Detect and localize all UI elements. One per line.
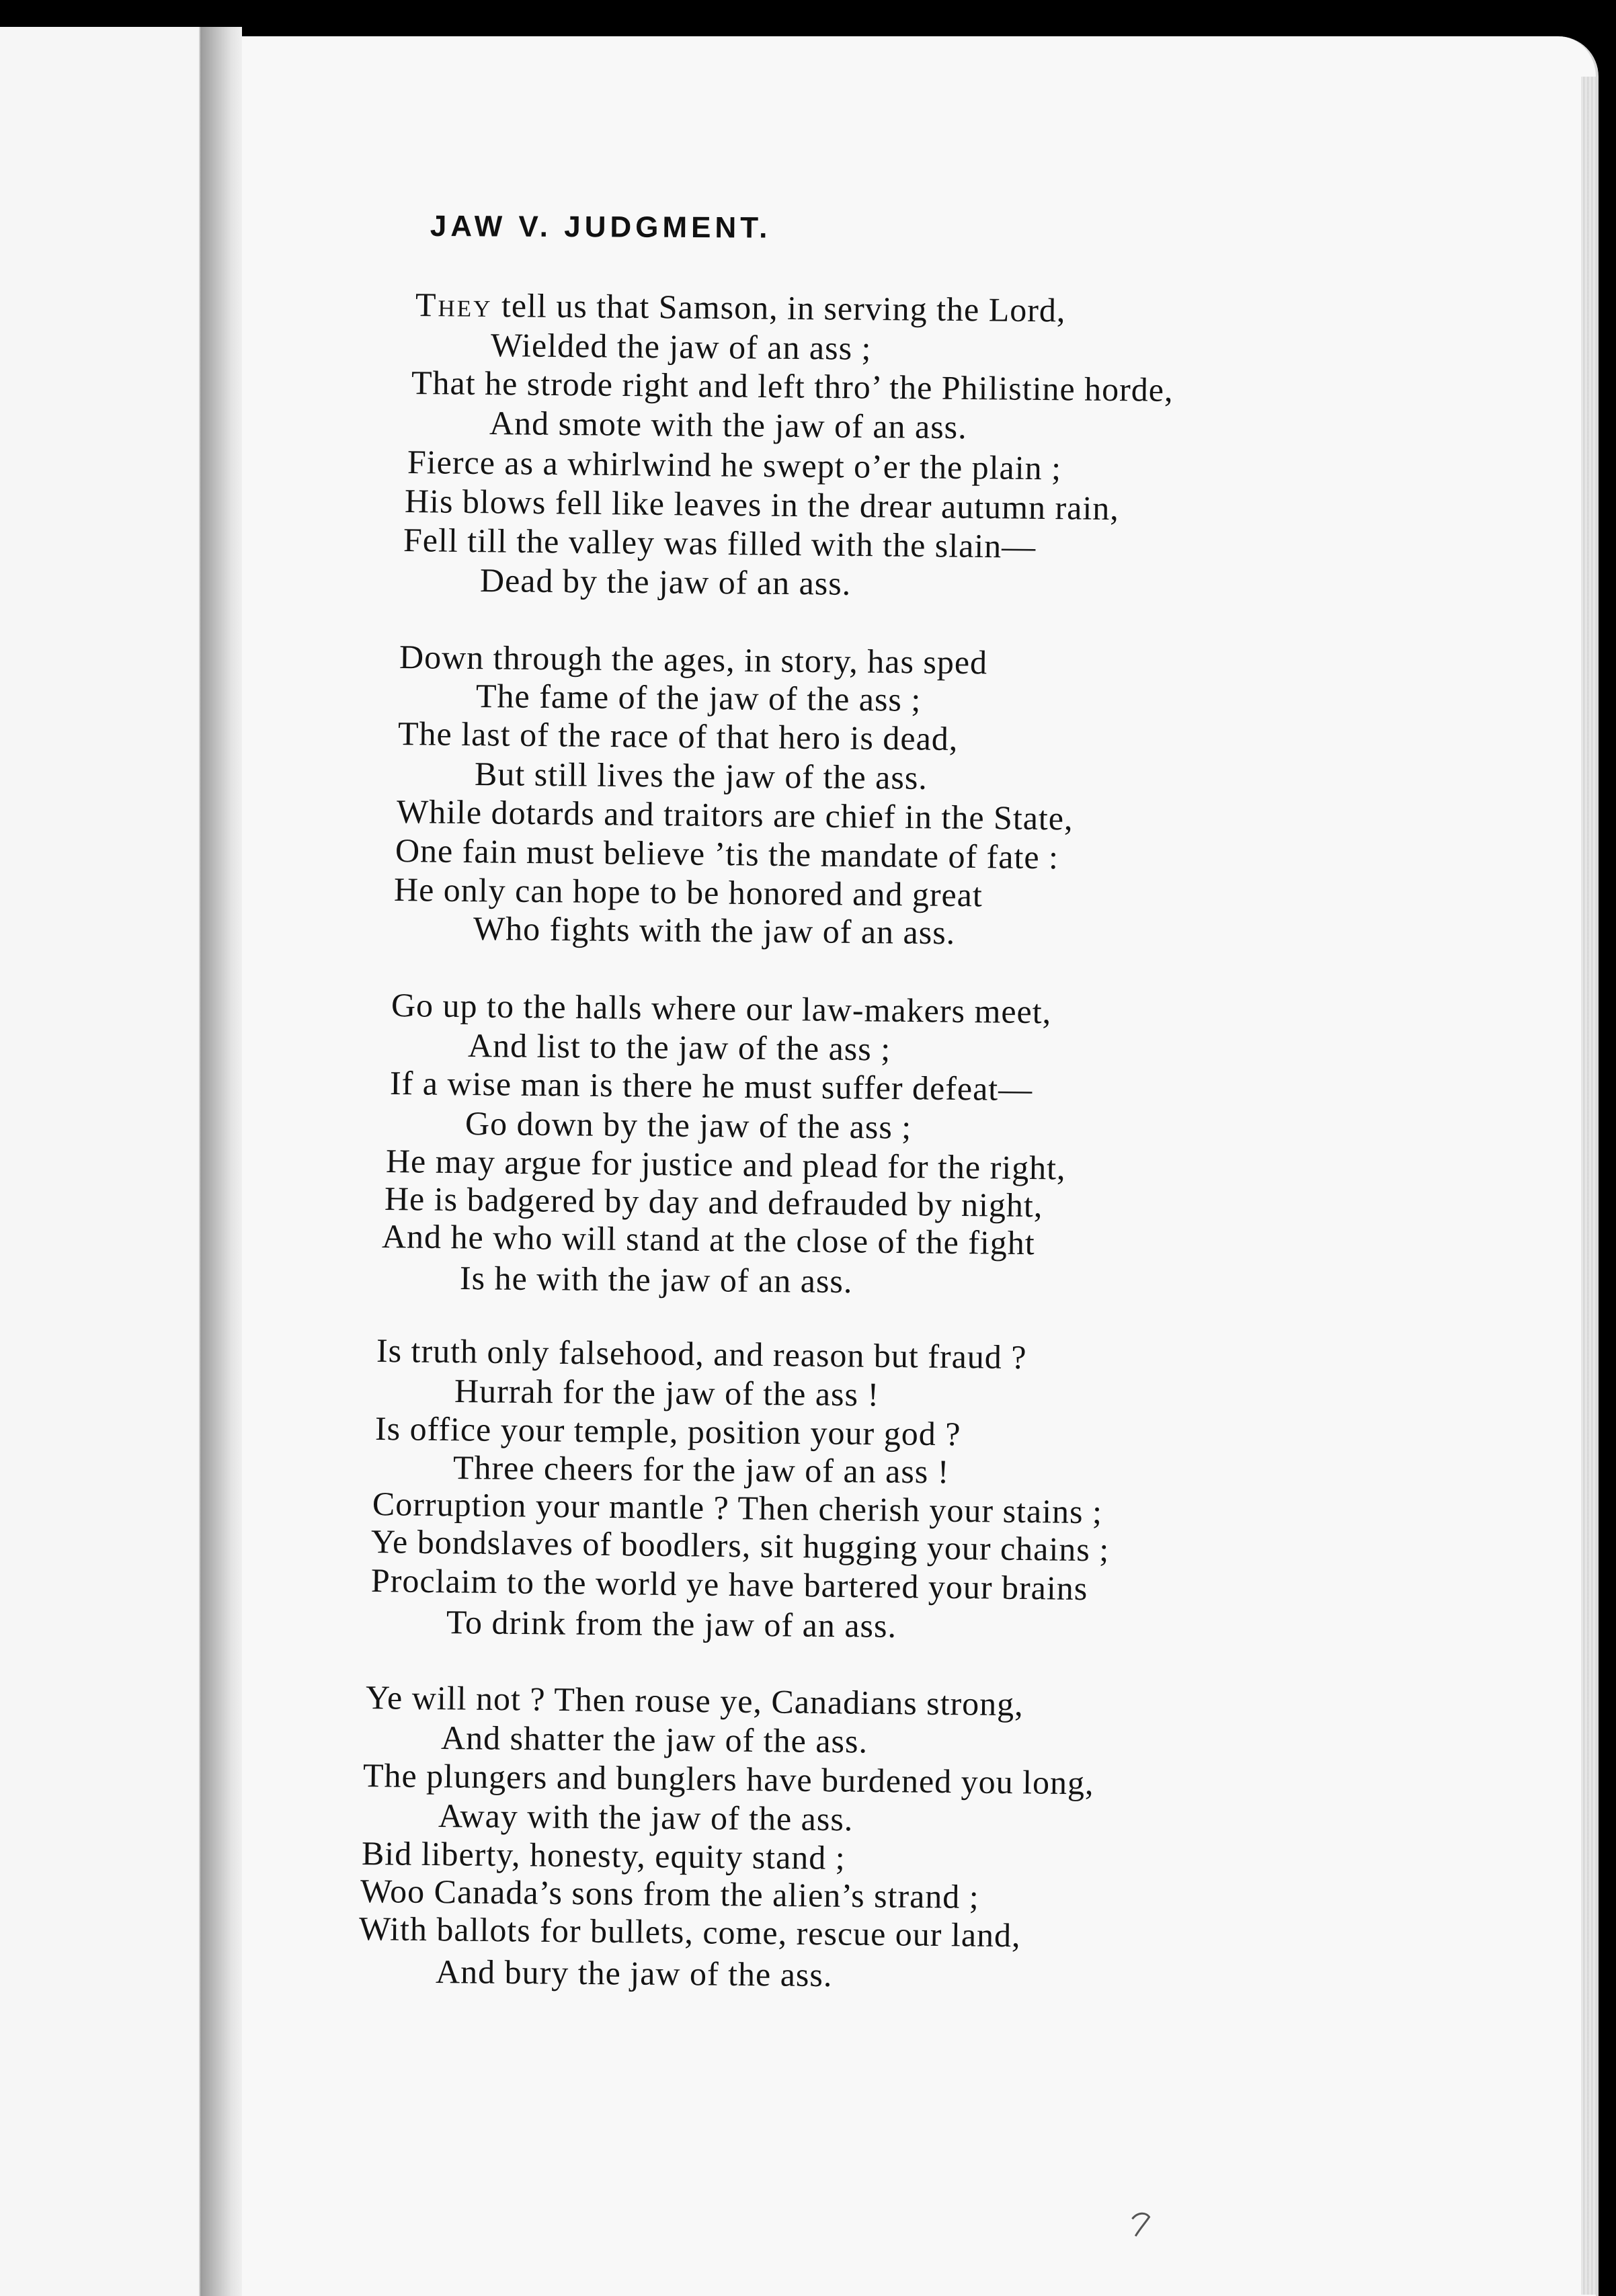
poem-line: Is office your temple, position your god ? [374,1409,961,1453]
poem-line: Go up to the halls where our law-makers meet, [391,986,1052,1031]
poem-line: One fain must believe ’tis the mandate of fate : [395,831,1059,876]
poem-line: If a wise man is there he must suffer defeat— [389,1064,1033,1108]
poem-line: Dead by the jaw of an ass. [479,561,852,602]
poem-line: And smote with the jaw of an ass. [489,404,967,446]
poem-line: But still lives the jaw of the ass. [474,755,928,796]
poem-line: And bury the jaw of the ass. [435,1953,833,1994]
poem-line: Hurrah for the jaw of the ass ! [454,1372,880,1413]
poem-line: And shatter the jaw of the ass. [440,1719,868,1760]
poem-line: That he strode right and left thro’ the Philistine horde, [411,364,1174,409]
poem-line: Three cheers for the jaw of an ass ! [452,1448,950,1491]
poem-line: While dotards and traitors are chief in the State, [396,792,1074,837]
poem-line: Woo Canada’s sons from the alien’s strand ; [360,1872,979,1916]
poem-line: Go down by the jaw of the ass ; [464,1104,912,1146]
poem-line: Proclaim to the world ye have bartered your brains [370,1561,1088,1608]
poem-line: Corruption your mantle ? Then cherish your stains ; [372,1485,1103,1531]
poem-line [415,285,1066,329]
poem-line: Fell till the valley was filled with the slain— [403,521,1037,565]
poem-line: Wielded the jaw of an ass ; [490,326,872,367]
poem-line: Ye will not ? Then rouse ye, Canadians strong, [365,1678,1024,1723]
poem-line: Who fights with the jaw of an ass. [473,909,956,952]
poem-line: The fame of the jaw of the ass ; [475,677,922,719]
poem-line: And list to the jaw of the ass ; [467,1026,891,1068]
poem-line: Bid liberty, honesty, equity stand ; [361,1834,846,1877]
poem-line: Is he with the jaw of an ass. [459,1259,853,1301]
poem-line: He may argue for justice and plead for the right, [385,1142,1066,1187]
poem-line: And he who will stand at the close of the fight [381,1217,1036,1262]
poem-line: The plungers and bunglers have burdened you long, [362,1756,1094,1802]
poem-line: He is badgered by day and defrauded by night, [384,1180,1043,1225]
poem-line: Ye bondslaves of boodlers, sit hugging your chains ; [370,1522,1110,1569]
first-word: They [415,286,493,324]
page-title: JAW V. JUDGMENT. [430,210,772,245]
poem-line: He only can hope to be honored and great [393,870,983,914]
poem-line: Away with the jaw of the ass. [438,1797,854,1838]
poem-line: Fierce as a whirlwind he swept o’er the plain ; [407,443,1062,487]
poem-line: The last of the race of that hero is dead, [397,714,959,757]
first-line-rest: tell us that Samson, in serving the Lord, [492,286,1066,329]
poem-line: Is truth only falsehood, and reason but fraud ? [376,1331,1027,1377]
poem-line: To drink from the jaw of an ass. [446,1603,897,1645]
poem-line: Down through the ages, in story, has sped [399,638,988,682]
poem-line: With ballots for bullets, come, rescue our land, [358,1910,1021,1955]
poem-line: His blows fell like leaves in the drear autumn rain, [404,482,1120,528]
